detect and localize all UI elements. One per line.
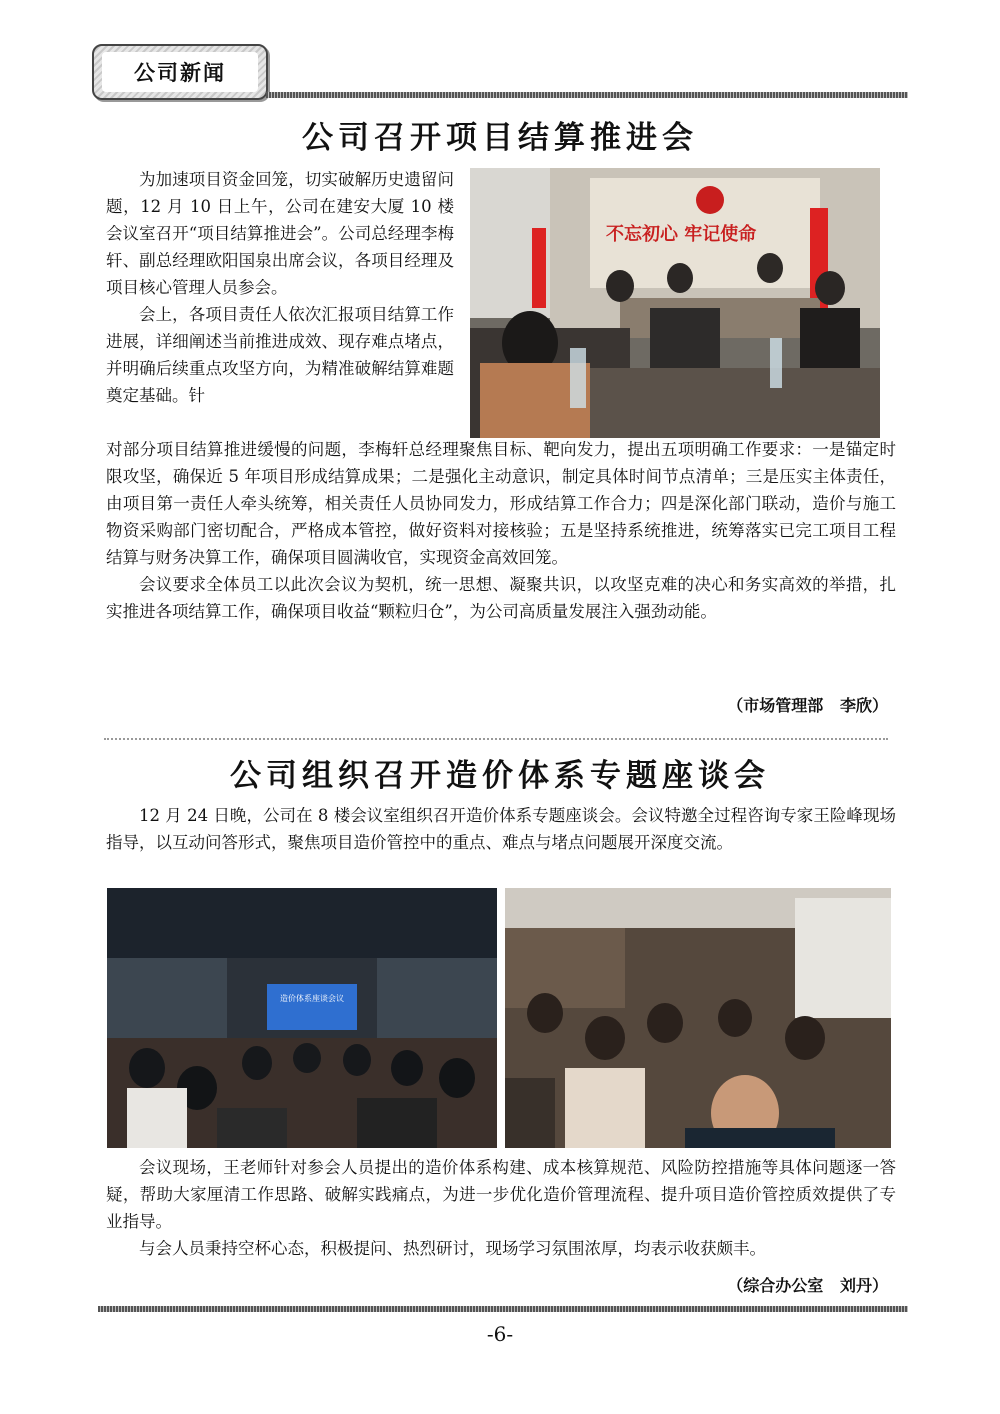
footer-rule	[98, 1306, 908, 1312]
article1-para2-part2: 对部分项目结算推进缓慢的问题，李梅轩总经理聚焦目标、靶向发力，提出五项明确工作要求：一是锚定时限攻坚，确保近 5 年项目形成结算成果；二是强化主动意识，制定具体时间节点清单；三是压实主体责任，由项目第一责任人牵头统筹，相关责任人员协同发力，形成结算工作合力；四是深化部门联动，造价与施工物资采购部门密切配合，严格成本管控，做好资料对接核验；五是坚持系统推进，统筹落实已完工项目工程结算与财务决算工作，确保项目圆满收官，实现资金高效回笼。	[106, 440, 896, 567]
article2-para3: 与会人员秉持空杯心态，积极提问、热烈研讨，现场学习氛围浓厚，均表示收获颇丰。	[139, 1239, 766, 1258]
article2-intro	[106, 802, 896, 856]
screen-text: 造价体系座谈会议	[280, 994, 344, 1003]
article1-para2-part1: 会上，各项目责任人依次汇报项目结算工作进展，详细阐述当前推进成效、现存难点堵点，并明确后续重点攻坚方向，为精准破解结算难题奠定基础。针	[106, 305, 454, 405]
article1-intro	[106, 166, 454, 409]
article1-photo	[470, 168, 880, 438]
article2-body	[106, 1154, 896, 1262]
article-divider	[104, 738, 888, 740]
article2-photo-right	[505, 888, 891, 1148]
section-tab	[92, 44, 268, 100]
section-label: 公司新闻	[102, 52, 258, 92]
article1-para1: 为加速项目资金回笼，切实破解历史遗留问题，12 月 10 日上午，公司在建安大厦 10 楼会议室召开“项目结算推进会”。公司总经理李梅轩、副总经理欧阳国泉出席会议，各项目经理及项目核心管理人员参会。	[106, 170, 454, 297]
article1-byline: （市场管理部 李欣）	[727, 696, 888, 715]
article2-byline: （综合办公室 刘丹）	[727, 1276, 888, 1295]
article2-para2: 会议现场，王老师针对参会人员提出的造价体系构建、成本核算规范、风险防控措施等具体问题逐一答疑，帮助大家厘清工作思路、破解实践痛点，为进一步优化造价管理流程、提升项目造价管控质效提供了专业指导。	[106, 1158, 896, 1231]
banner-text: 不忘初心 牢记使命	[606, 224, 757, 245]
header-rule	[266, 92, 908, 98]
article2-photo-left	[107, 888, 497, 1148]
article2-title: 公司组织召开造价体系专题座谈会	[230, 758, 770, 794]
article1-body	[106, 436, 896, 625]
article1-para3: 会议要求全体员工以此次会议为契机，统一思想、凝聚共识，以攻坚克难的决心和务实高效的举措，扎实推进各项结算工作，确保项目收益“颗粒归仓”，为公司高质量发展注入强劲动能。	[106, 575, 896, 621]
article1-title: 公司召开项目结算推进会	[302, 120, 698, 156]
article2-para1: 12 月 24 日晚，公司在 8 楼会议室组织召开造价体系专题座谈会。会议特邀全过程咨询专家王险峰现场指导，以互动问答形式，聚焦项目造价管控中的重点、难点与堵点问题展开深度交流。	[106, 806, 896, 852]
page-number: -6-	[486, 1322, 514, 1346]
